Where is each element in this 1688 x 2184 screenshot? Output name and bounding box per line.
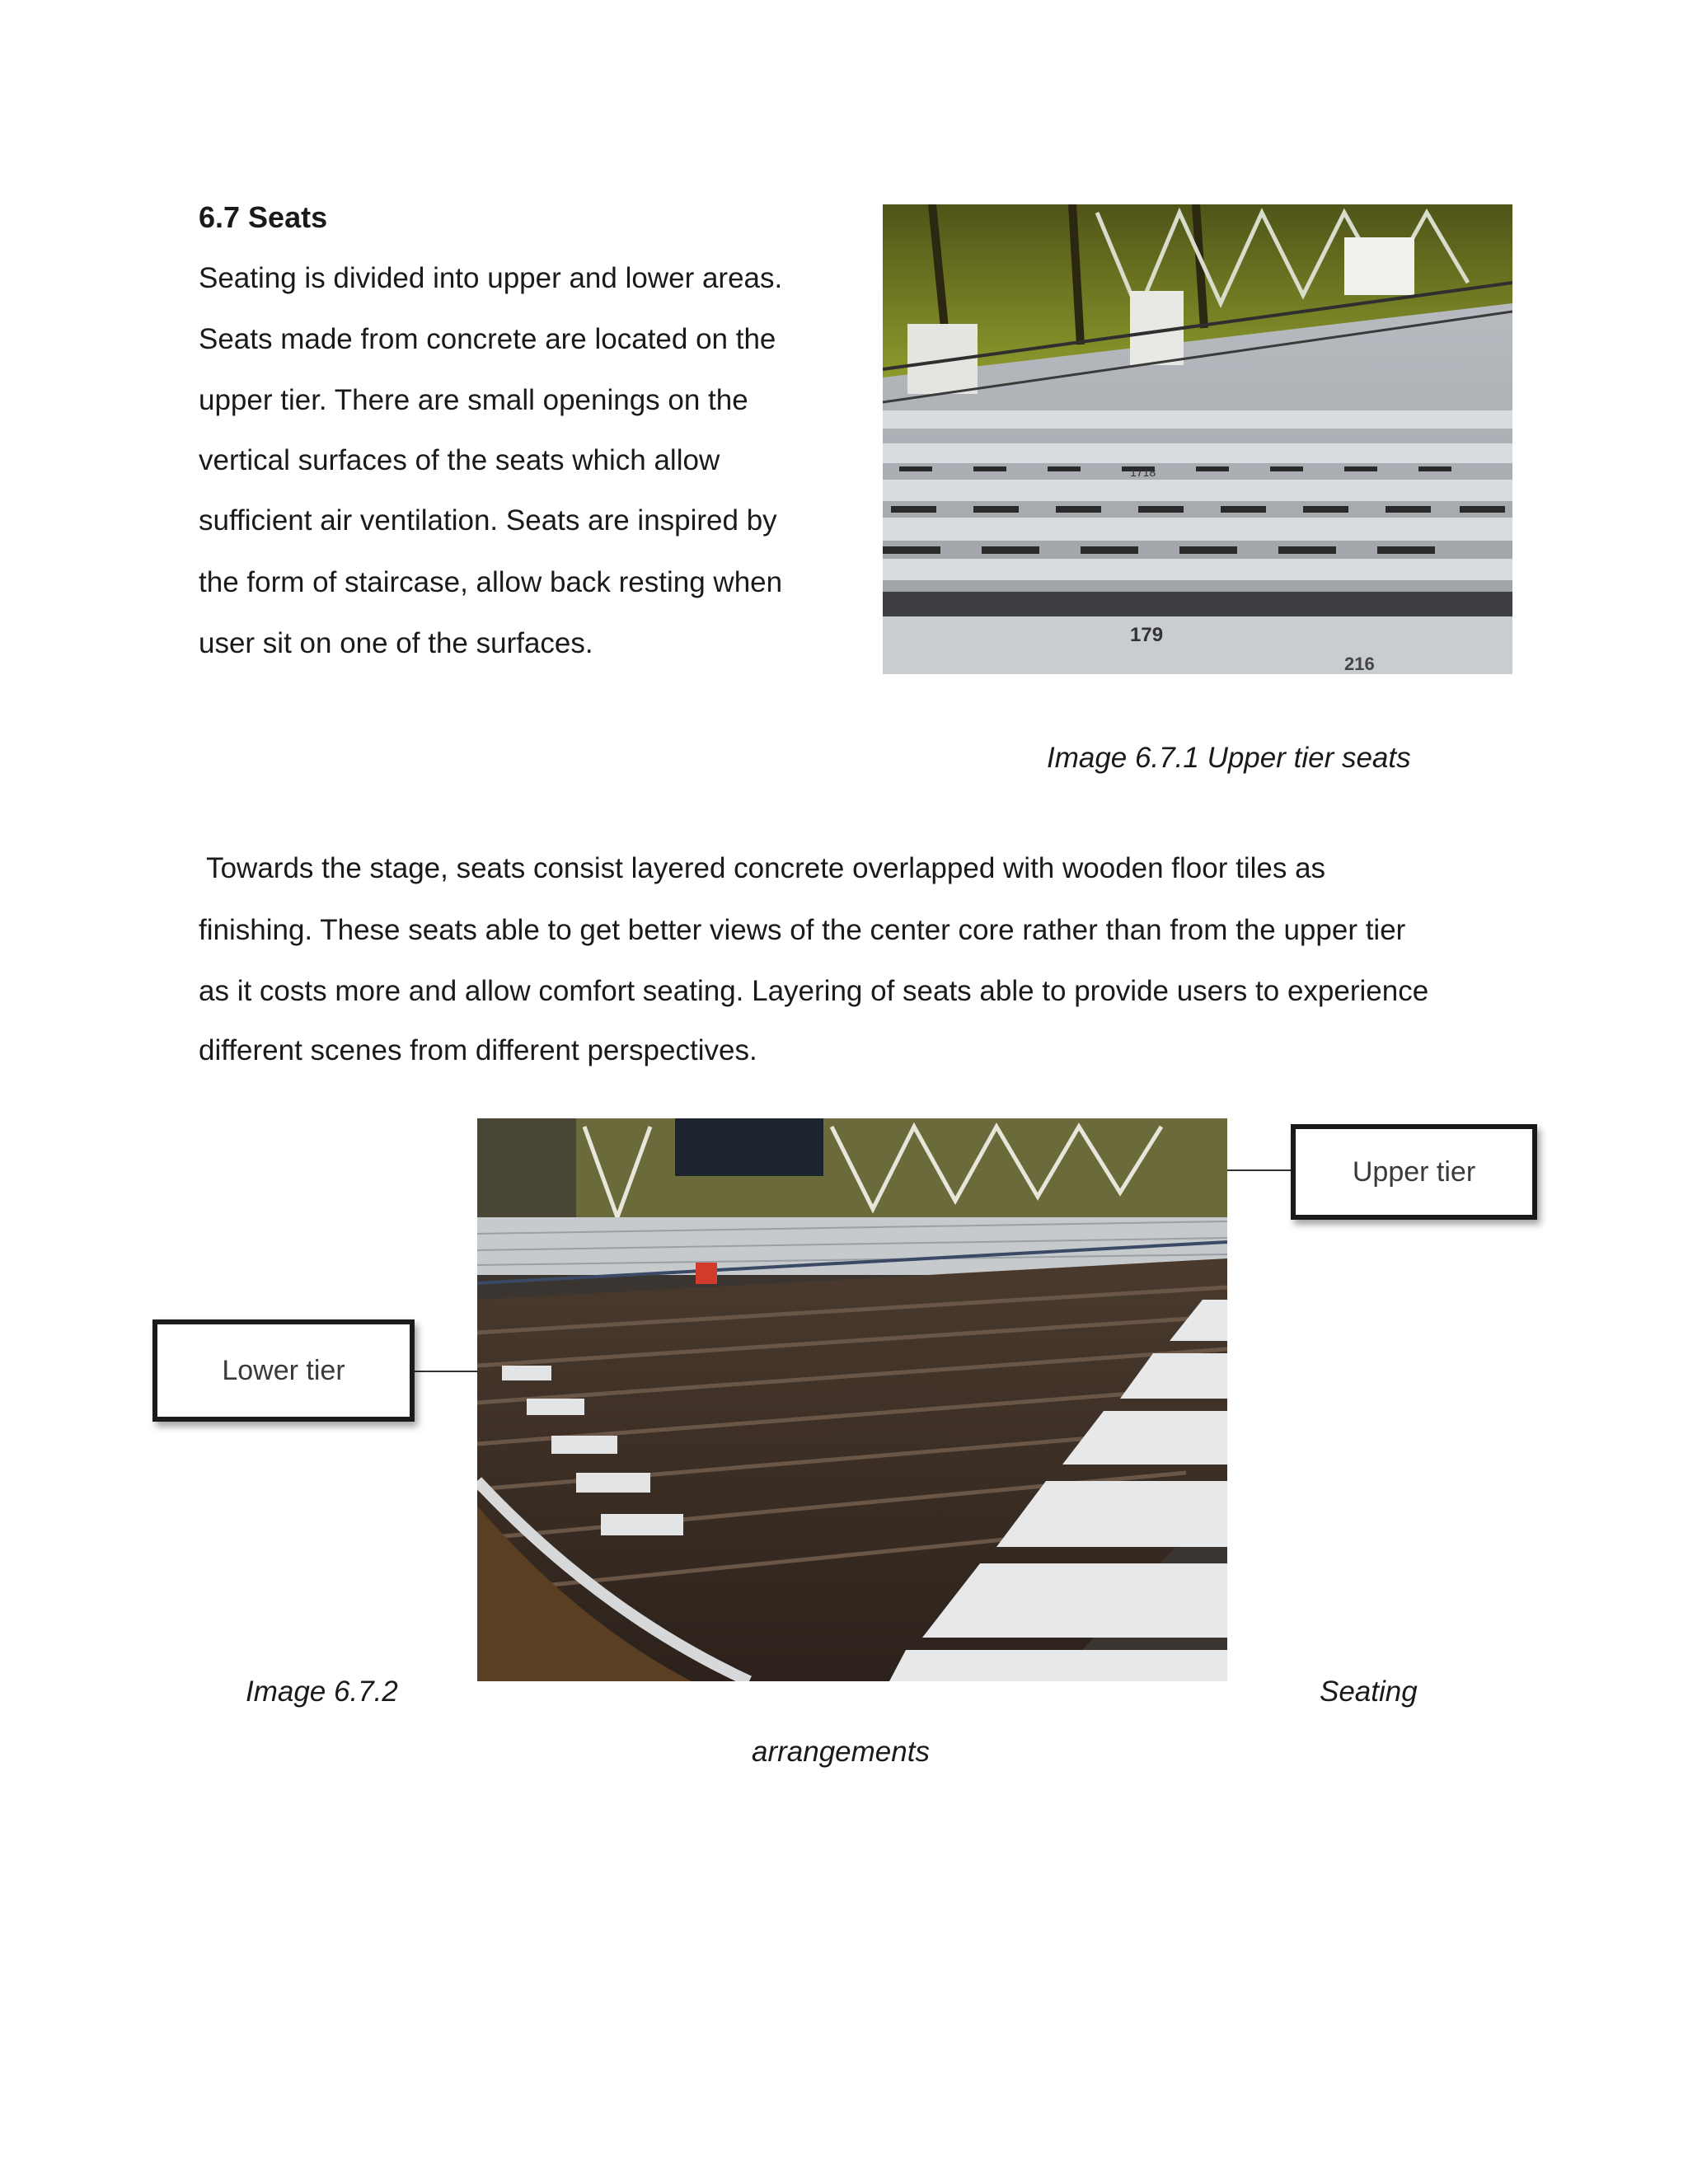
lower-tier-callout xyxy=(152,1319,415,1422)
seat-number: 216 xyxy=(1344,654,1375,674)
figure-2-caption-right: Seating xyxy=(1320,1675,1418,1708)
figure-2-caption-left: Image 6.7.2 xyxy=(246,1675,398,1708)
paragraph-2-line: as it costs more and allow comfort seating. Layering of seats able to provide users to experience xyxy=(199,975,1429,1007)
paragraph-1-line: sufficient air ventilation. Seats are inspired by xyxy=(199,504,777,537)
seat-number: 1718 xyxy=(1130,466,1156,479)
paragraph-1-line: vertical surfaces of the seats which allow xyxy=(199,444,720,476)
seating-arrangements-photo xyxy=(477,1118,1227,1681)
upper-tier-leader-line xyxy=(1227,1169,1293,1171)
section-heading: 6.7 Seats xyxy=(199,200,328,234)
seat-number: 179 xyxy=(1130,624,1164,646)
lower-tier-leader-line xyxy=(413,1371,479,1372)
paragraph-2-line: Towards the stage, seats consist layered concrete overlapped with wooden floor tiles as xyxy=(199,852,1326,884)
paragraph-2-line: different scenes from different perspectives. xyxy=(199,1034,757,1066)
upper-tier-callout xyxy=(1291,1124,1537,1220)
upper-tier-label: Upper tier xyxy=(1352,1155,1476,1188)
lower-tier-label: Lower tier xyxy=(222,1354,345,1386)
upper-tier-seats-photo xyxy=(883,204,1512,674)
paragraph-1-line: Seating is divided into upper and lower areas. xyxy=(199,262,783,294)
paragraph-1-line: user sit on one of the surfaces. xyxy=(199,627,593,659)
paragraph-1-line: upper tier. There are small openings on the xyxy=(199,384,748,416)
paragraph-1-line: Seats made from concrete are located on the xyxy=(199,323,776,355)
figure-1-caption: Image 6.7.1 Upper tier seats xyxy=(1047,742,1411,774)
paragraph-1-line: the form of staircase, allow back resting when xyxy=(199,566,783,598)
paragraph-2-line: finishing. These seats able to get better views of the center core rather than from the upper tier xyxy=(199,914,1406,946)
figure-2-caption-continued: arrangements xyxy=(752,1736,930,1768)
